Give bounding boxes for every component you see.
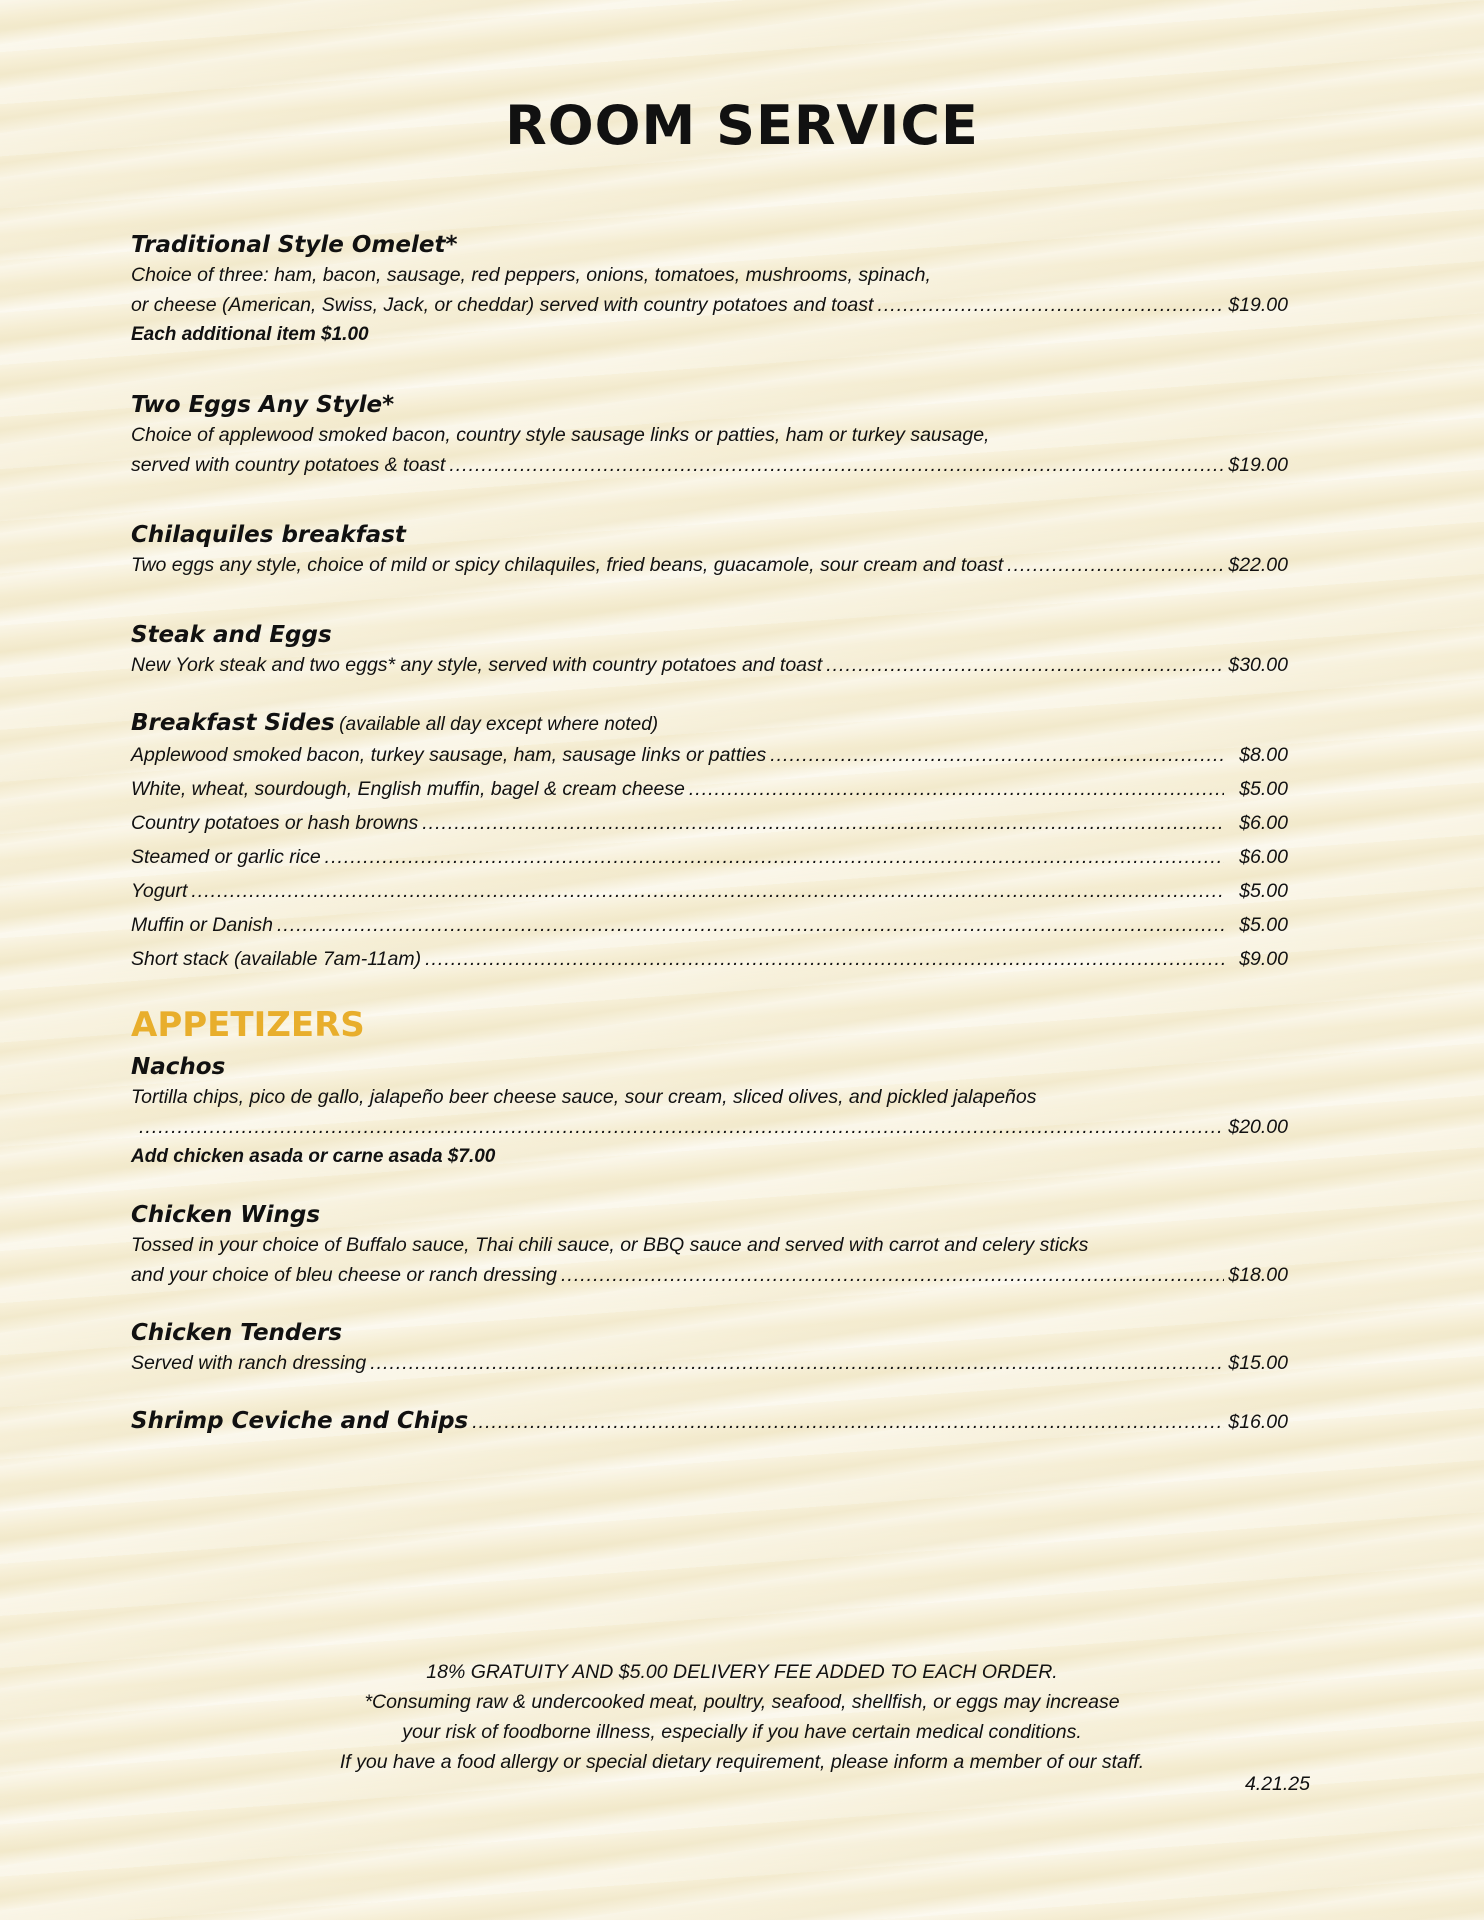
side-item-price: $5.00 <box>1239 914 1288 936</box>
item-description: Choice of three: ham, bacon, sausage, red peppers, onions, tomatoes, mushrooms, spinach, <box>131 264 931 286</box>
side-item <box>131 874 1288 908</box>
food-safety-warning: *Consuming raw & undercooked meat, poultry, seafood, shellfish, or eggs may increase <box>364 1691 1120 1713</box>
item-description: Served with ranch dressing <box>131 1352 367 1374</box>
side-item-price: $5.00 <box>1239 880 1288 902</box>
item-note: Each additional item $1.00 <box>131 324 369 345</box>
side-item-price: $6.00 <box>1239 812 1288 834</box>
item-description: Tossed in your choice of Buffalo sauce, Thai chili sauce, or BBQ sauce and served with carrot and celery sticks <box>131 1234 1089 1256</box>
item-name: Shrimp Ceviche and Chips <box>131 1408 469 1434</box>
menu-item-chicken-tenders <box>131 1318 1288 1378</box>
item-description: and your choice of bleu cheese or ranch dressing <box>131 1264 558 1286</box>
item-description: or cheese (American, Swiss, Jack, or cheddar) served with country potatoes and toast <box>131 294 874 316</box>
item-description: New York steak and two eggs* any style, served with country potatoes and toast <box>131 654 823 676</box>
dot-leader <box>422 806 1224 840</box>
side-item <box>131 806 1288 840</box>
item-name: Traditional Style Omelet* <box>131 232 458 258</box>
dot-leader <box>877 290 1224 320</box>
dot-leader <box>561 1260 1224 1290</box>
item-price: $18.00 <box>1228 1264 1288 1286</box>
item-description: served with country potatoes & toast <box>131 454 446 476</box>
page-title: ROOM SERVICE <box>505 94 979 157</box>
item-note: Add chicken asada or carne asada $7.00 <box>131 1146 496 1167</box>
item-price: $19.00 <box>1228 294 1288 316</box>
item-price-line <box>131 650 1288 680</box>
sides-heading <box>131 708 1288 738</box>
item-price: $22.00 <box>1228 554 1288 576</box>
side-item-label: Muffin or Danish <box>131 914 273 936</box>
menu-item-nachos <box>131 1052 1288 1172</box>
item-name: Chicken Wings <box>131 1202 321 1228</box>
dot-leader <box>826 650 1224 680</box>
allergy-notice: If you have a food allergy or special dietary requirement, please inform a member of our staff. <box>339 1751 1145 1773</box>
item-price-line <box>131 1112 1288 1142</box>
dot-leader <box>770 738 1224 772</box>
item-price: $20.00 <box>1228 1116 1288 1138</box>
item-name: Two Eggs Any Style* <box>131 392 395 418</box>
side-item <box>131 908 1288 942</box>
sides-list <box>131 738 1288 976</box>
item-name: Chicken Tenders <box>131 1320 343 1346</box>
side-item-label: Short stack (available 7am-11am) <box>131 948 422 970</box>
side-item <box>131 738 1288 772</box>
item-name: Chilaquiles breakfast <box>131 522 406 548</box>
item-price: $30.00 <box>1228 654 1288 676</box>
side-item-label: Applewood smoked bacon, turkey sausage, ham, sausage links or patties <box>131 744 767 766</box>
item-description: Two eggs any style, choice of mild or spicy chilaquiles, fried beans, guacamole, sour cream and toast <box>131 554 1004 576</box>
menu-content <box>131 230 1288 1465</box>
side-item-label: Yogurt <box>131 880 188 902</box>
item-price: $16.00 <box>1228 1411 1288 1433</box>
side-item-price: $8.00 <box>1239 744 1288 766</box>
menu-item-chicken-wings <box>131 1200 1288 1290</box>
side-item <box>131 942 1288 976</box>
dot-leader <box>425 942 1224 976</box>
item-price: $15.00 <box>1228 1352 1288 1374</box>
side-item-label: Country potatoes or hash browns <box>131 812 419 834</box>
dot-leader <box>277 908 1224 942</box>
item-price-line <box>131 290 1288 320</box>
side-item-price: $6.00 <box>1239 846 1288 868</box>
dot-leader <box>325 840 1224 874</box>
item-price-line <box>131 450 1288 480</box>
gratuity-notice: 18% GRATUITY AND $5.00 DELIVERY FEE ADDED TO EACH ORDER. <box>426 1661 1058 1683</box>
dot-leader <box>370 1348 1224 1378</box>
food-safety-warning: your risk of foodborne illness, especially if you have certain medical conditions. <box>402 1721 1082 1743</box>
side-item-price: $5.00 <box>1239 778 1288 800</box>
dot-leader <box>139 1112 1224 1142</box>
menu-item-steak-eggs <box>131 620 1288 680</box>
menu-item-omelet <box>131 230 1288 350</box>
section-heading-appetizers: APPETIZERS <box>131 1005 365 1045</box>
menu-date: 4.21.25 <box>1244 1773 1310 1795</box>
side-item <box>131 772 1288 806</box>
breakfast-sides <box>131 708 1288 976</box>
item-price: $19.00 <box>1228 454 1288 476</box>
footer-notice <box>0 1657 1484 1777</box>
dot-leader <box>1007 550 1224 580</box>
dot-leader <box>689 772 1224 806</box>
item-price-line <box>131 1260 1288 1290</box>
sides-subtitle: (available all day except where noted) <box>339 714 659 735</box>
side-item-label: White, wheat, sourdough, English muffin, bagel & cream cheese <box>131 778 685 800</box>
item-price-line <box>131 1406 1288 1437</box>
dot-leader <box>191 874 1224 908</box>
menu-item-shrimp-ceviche <box>131 1406 1288 1437</box>
item-description: Choice of applewood smoked bacon, country style sausage links or patties, ham or turkey sausage, <box>131 424 990 446</box>
menu-item-chilaquiles <box>131 520 1288 580</box>
side-item <box>131 840 1288 874</box>
item-price-line <box>131 1348 1288 1378</box>
dot-leader <box>449 450 1224 480</box>
item-name: Steak and Eggs <box>131 622 332 648</box>
side-item-label: Steamed or garlic rice <box>131 846 321 868</box>
side-item-price: $9.00 <box>1239 948 1288 970</box>
item-description: Tortilla chips, pico de gallo, jalapeño beer cheese sauce, sour cream, sliced olives, and pickled jalapeños <box>131 1086 1037 1108</box>
item-name: Nachos <box>131 1054 226 1080</box>
menu-item-two-eggs <box>131 390 1288 480</box>
item-name: Breakfast Sides <box>131 710 335 736</box>
dot-leader <box>472 1407 1224 1437</box>
item-price-line <box>131 550 1288 580</box>
